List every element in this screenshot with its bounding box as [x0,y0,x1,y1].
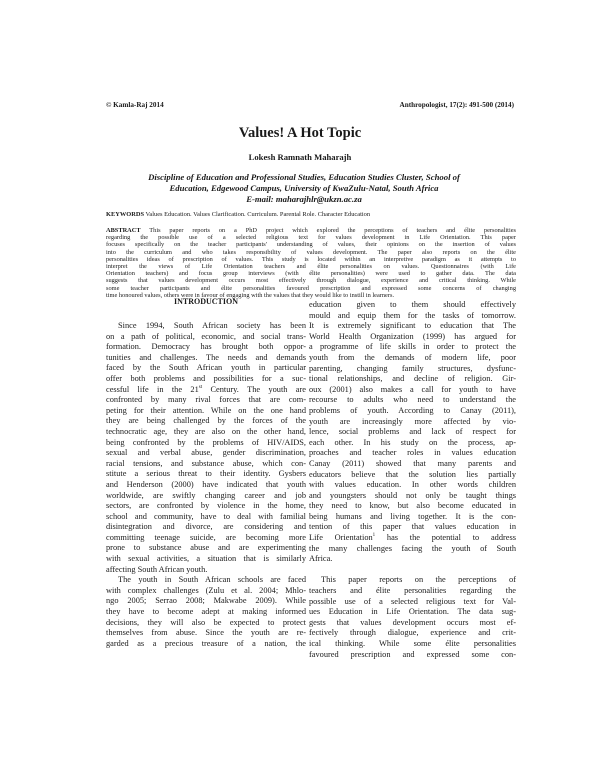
body-line: prone to substance abuse and are experimenting [106,543,306,553]
affiliation-line: Education, Edgewood Campus, University of KwaZulu-Natal, South Africa [169,183,439,193]
abstract-label: ABSTRACT [106,227,141,234]
body-line: lence, social problems and lack of respect for [309,427,516,437]
body-line: oux (2001) also makes a call for youth to have [309,384,516,394]
body-line: and Henderson (2000) have indicated that youth [106,479,306,489]
body-line: proaches and teacher roles in values education [309,448,516,458]
body-line: committing teenage suicide, are becoming more [106,532,306,542]
body-line: Life Orientation$^1$ has the potential to address [309,533,516,543]
body-line: racial tensions, and substance abuse, which con- [106,458,306,468]
copyright-line: © Kamla-Raj 2014 [106,101,164,109]
body-line: possible use of a selected religious text for Val- [309,596,516,606]
body-line: with complex challenges (Zulu et al. 2004; Mhlo- [106,585,306,595]
body-line: garded as a precious treasure of a nation, the [106,638,306,648]
body-line: ngo 2005; Serrao 2008; Makwabe 2009). While [106,596,306,606]
body-column-left [106,321,306,649]
body-line: ues Education in Life Orientation. The data sug- [309,607,516,617]
abstract-line: suggests that values development occurs most effectively through dialogue, experience and critical thinking. While [106,277,516,285]
author-name: Lokesh Ramnath Maharajh [248,152,352,162]
body-line: This paper reports on the perceptions of [321,575,516,585]
section-heading: INTRODUCTION [173,297,238,306]
author-affiliation [110,172,498,205]
body-line: they are being challenged by the forces of the [106,416,306,426]
body-line: mould and equip them for the tasks of tomorrow. [309,310,516,320]
body-line: stitute a serious threat to their identity. Gysbers [106,469,306,479]
body-line: with sexual activities, a situation that is similarly [106,554,306,564]
body-line: affecting South African youth. [106,564,208,574]
body-line: sexual and verbal abuse, gender discrimination, [106,448,306,458]
body-column-right [309,300,516,660]
body-line: cessful life in the 21st Century. The youth are [106,384,306,394]
footnote-marker: 1 [372,533,376,539]
keywords [106,211,516,218]
author-email: E-mail: maharajhlr@ukzn.ac.za [246,194,362,204]
body-line: It is extremely significant to education that The [309,321,516,331]
body-line: recourse to adults who need to understand the [309,395,516,405]
body-line: confronted by many rival forces that are com- [106,395,306,405]
body-line: with values education. In other words children [309,480,516,490]
body-line: a programme of life skills in order to protect the [309,342,516,352]
body-line: being confronted by the problems of HIV/AIDS, [106,437,306,447]
body-line: tunities and challenges. The needs and demands [106,352,306,362]
abstract-line: Orientation teachers) and focus group interviews (with élite personalities) were used to gather data. The data [106,270,516,278]
body-line: sectors, are confronted by violence in the home, [106,501,306,511]
body-line: decisions, they will also be expected to protect [106,617,306,627]
body-line: faced by the South African youth in particular [106,363,306,373]
body-line: educators believe that the solution lies partially [309,469,516,479]
body-line: Canay (2011) showed that many parents and [309,458,516,468]
body-line: teachers and élite personalities regarding the [309,586,516,596]
body-line: problems of youth. According to Canay (2011), [309,405,516,415]
body-line: technocratic age, they are also on the other hand, [106,426,306,436]
body-line: offer both problems and possibilities for a suc- [106,373,306,383]
article-title: Values! A Hot Topic [238,125,362,141]
body-line: parenting, changing family structures, dysfunc- [309,363,516,373]
abstract-line: focuses specifically on the teacher participants' understanding of values, their opinions on the insertion of values [106,241,516,249]
body-line: gests that values development occurs most ef- [309,617,516,627]
superscript: st [198,384,203,390]
body-line: formation. Democracy has brought both oppor- [106,342,306,352]
abstract-line: time honoured values, others were in favour of engaging with the values that they would like to instill in learners. [106,291,395,299]
body-line: favoured prescription and expressed some con- [309,649,516,659]
body-line: on a path of political, economic, and social trans- [106,331,306,341]
body-line: Africa. [309,554,333,564]
body-line: they have to become adept at making informed [106,607,306,617]
body-line: Since 1994, South African society has been [118,321,306,330]
abstract-line: some teacher participants and élite personalities favoured prescription and expressed some concerns of changing [106,284,516,292]
body-line: youth from the demands of modern life, poor [309,352,516,362]
body-line: each other. In his study on the process, ap- [309,437,516,447]
body-line: peting for their attention. While on the one hand [106,405,306,415]
abstract-line: ABSTRACT This paper reports on a PhD project which explored the perceptions of teachers and élite personalities [106,227,516,234]
body-line: and youngsters should not only be taught things [309,490,516,500]
body-line: education given to them should effectively [309,300,516,309]
body-line: tention of this paper that values education in [309,522,516,532]
abstract [106,227,516,299]
citation-line: Anthropologist, 17(2): 491-500 (2014) [399,101,514,109]
body-line: The youth in South African schools are faced [118,575,306,585]
abstract-line: interpret the views of Life Orientation teachers and élite personalities on values. Questionnaires (with Life [106,263,516,271]
body-line: youth are increasingly more affected by vio- [309,416,516,426]
abstract-line: regarding the possible use of a selected religious text for values development in Life Orientation. This paper [106,234,516,242]
body-line: disintegration and divorce, are considering and [106,522,306,532]
body-line: they need to know, but also become educated in [309,501,516,511]
abstract-line: into the curriculum and who takes responsibility of values development. The paper also reports on the élite [106,248,516,256]
body-line: themselves from abuse. Since the youth are re- [106,628,306,638]
running-head [106,101,514,109]
body-line: fectively through dialogue, experience and crit- [309,628,516,638]
body-line: school and community, have to deal with familial [106,511,306,521]
body-line: tional relationships, and decline of religion. Gir- [309,374,516,384]
body-line: worldwide, are swiftly changing career and job [106,490,306,500]
body-line: ical thinking. While some élite personalities [309,639,516,648]
keywords-label: KEYWORDS [106,211,144,218]
abstract-line: personalities ideas of prescription of values. This study is located within an interpretive paradigm as it attempts to [106,255,516,263]
affiliation-line: Discipline of Education and Professional Studies, Education Studies Cluster, School of [148,172,460,182]
keywords-text: Values Education. Values Clarification. Curriculum. Parental Role. Character Education [145,211,371,218]
body-line: the many challenges facing the youth of South [309,543,516,553]
body-line: World Health Organization (1999) has argued for [309,331,516,341]
body-line: being humans and living together. It is the con- [309,511,516,521]
